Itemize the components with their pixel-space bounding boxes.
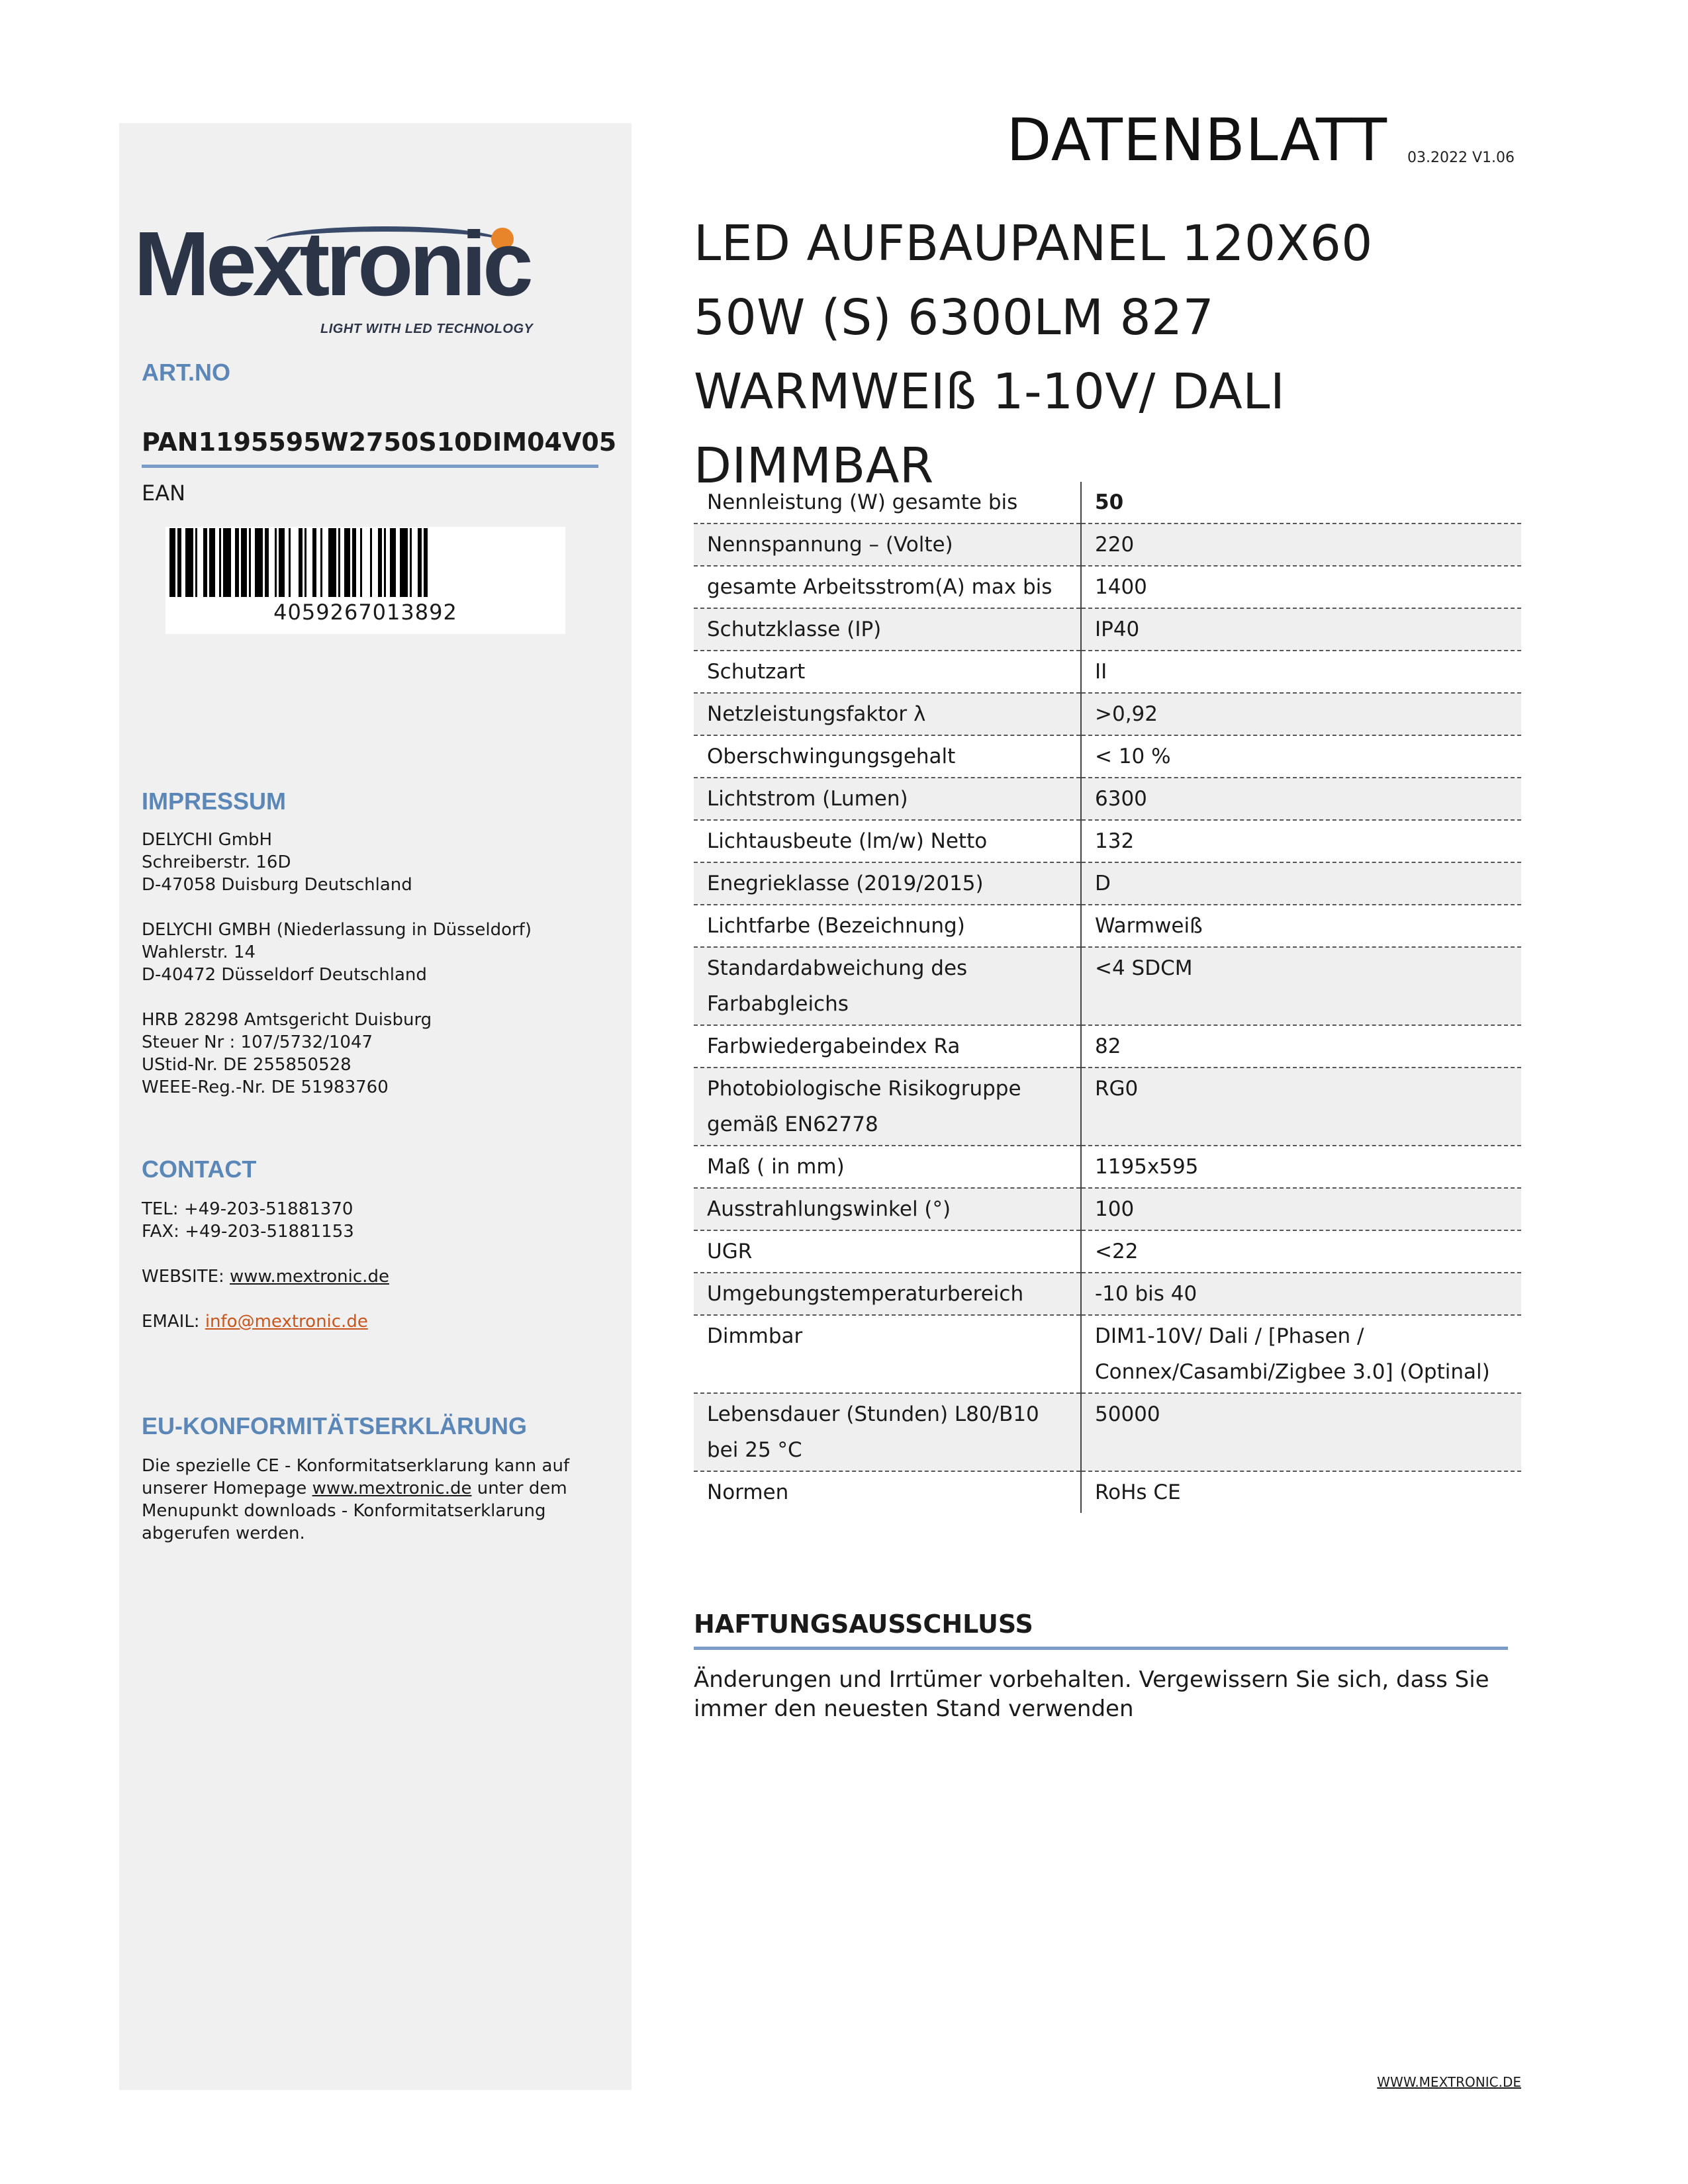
impressum-line: DELYCHI GMBH (Niederlassung in Düsseldorf) [142, 920, 532, 940]
barcode-bar [219, 528, 221, 597]
barcode-bar [223, 528, 231, 597]
logo-tagline: LIGHT WITH LED TECHNOLOGY [320, 322, 534, 336]
barcode-bar [299, 528, 303, 597]
barcode-bar [255, 528, 263, 597]
impressum-line: Steuer Nr : 107/5732/1047 [142, 1032, 373, 1052]
spec-row [694, 735, 1521, 778]
disclaimer-heading: HAFTUNGSAUSSCHLUSS [694, 1610, 1508, 1650]
spec-row [694, 820, 1521, 862]
spec-value: 100 [1081, 1188, 1521, 1230]
impressum-line: UStid-Nr. DE 255850528 [142, 1055, 352, 1075]
eu-text-before: Die spezielle CE - Konformitatserklarung kann auf unserer Homepage [142, 1456, 570, 1498]
spec-table [694, 482, 1521, 1513]
spec-label: Oberschwingungsgehalt [694, 735, 1081, 778]
page-title: DATENBLATT [1006, 106, 1387, 174]
eu-conformity-heading: EU-KONFORMITÄTSERKLÄRUNG [142, 1412, 527, 1439]
barcode-bar [177, 528, 181, 597]
spec-value: <22 [1081, 1230, 1521, 1273]
spec-value: II [1081, 651, 1521, 693]
impressum-line: DELYCHI GmbH [142, 830, 273, 850]
barcode-bar [305, 528, 306, 597]
barcode-bar [203, 528, 207, 597]
spec-row [694, 862, 1521, 905]
barcode-bar [209, 528, 215, 597]
barcode-bar [418, 528, 422, 597]
contact-text [142, 1198, 605, 1333]
sidebar [119, 123, 632, 2090]
spec-value: < 10 % [1081, 735, 1521, 778]
barcode-bar [400, 528, 408, 597]
spec-label: Lichtfarbe (Bezeichnung) [694, 905, 1081, 947]
contact-email [142, 1310, 605, 1333]
art-no-heading: ART.NO [142, 359, 230, 386]
spec-value: 50000 [1081, 1393, 1521, 1471]
spec-row [694, 651, 1521, 693]
spec-row [694, 482, 1521, 523]
contact-website [142, 1265, 605, 1288]
spec-label: Farbwiedergabeindex Ra [694, 1025, 1081, 1068]
spec-row [694, 947, 1521, 1025]
barcode-bar [424, 528, 428, 597]
eu-conformity-text [142, 1455, 592, 1545]
barcode-icon [165, 527, 565, 598]
spec-value: 132 [1081, 820, 1521, 862]
barcode-bar [390, 528, 396, 597]
impressum-line: D-40472 Düsseldorf Deutschland [142, 965, 427, 985]
website-label: WEBSITE: [142, 1267, 230, 1287]
barcode-bar [241, 528, 247, 597]
spec-row [694, 1188, 1521, 1230]
ean-barcode [165, 527, 565, 634]
barcode-bar [378, 528, 382, 597]
spec-value: DIM1-10V/ Dali / [Phasen / Connex/Casambi/Zigbee 3.0] (Optinal) [1081, 1315, 1521, 1393]
spec-row [694, 608, 1521, 651]
spec-label: Schutzart [694, 651, 1081, 693]
barcode-bar [344, 528, 350, 597]
barcode-bar [312, 528, 316, 597]
spec-label: Standardabweichung des Farbabgleichs [694, 947, 1081, 1025]
spec-label: Normen [694, 1471, 1081, 1513]
spec-row [694, 566, 1521, 608]
spec-label: Lichtstrom (Lumen) [694, 778, 1081, 820]
barcode-bar [352, 528, 356, 597]
spec-label: Enegrieklasse (2019/2015) [694, 862, 1081, 905]
spec-label: Ausstrahlungswinkel (°) [694, 1188, 1081, 1230]
spec-value: 220 [1081, 523, 1521, 566]
spec-label: Netzleistungsfaktor λ [694, 693, 1081, 735]
barcode-bar [410, 528, 412, 597]
barcode-bar [275, 528, 277, 597]
spec-label: Nennleistung (W) gesamte bis [694, 482, 1081, 523]
spec-value: 1195x595 [1081, 1146, 1521, 1188]
article-number: PAN1195595W2750S10DIM04V05 [142, 428, 598, 468]
spec-value: >0,92 [1081, 693, 1521, 735]
logo-wordmark: Mextronic [134, 213, 530, 315]
spec-value: 82 [1081, 1025, 1521, 1068]
impressum-line: WEEE-Reg.-Nr. DE 51983760 [142, 1077, 389, 1097]
spec-row [694, 1393, 1521, 1471]
spec-label: Dimmbar [694, 1315, 1081, 1393]
impressum-line: Schreiberstr. 16D [142, 852, 291, 872]
spec-value: 6300 [1081, 778, 1521, 820]
barcode-bar [185, 528, 193, 597]
contact-tel: TEL: +49-203-51881370 [142, 1199, 353, 1219]
spec-value: Warmweiß [1081, 905, 1521, 947]
barcode-bar [328, 528, 336, 597]
spec-label: Lebensdauer (Stunden) L80/B10 bei 25 °C [694, 1393, 1081, 1471]
ean-label: EAN [142, 480, 186, 506]
impressum-line: D-47058 Duisburg Deutschland [142, 875, 412, 895]
disclaimer-text: Änderungen und Irrtümer vorbehalten. Vergewissern Sie sich, dass Sie immer den neuesten Stand verwenden [694, 1666, 1489, 1722]
spec-row [694, 1273, 1521, 1315]
spec-value: 1400 [1081, 566, 1521, 608]
spec-label: Maß ( in mm) [694, 1146, 1081, 1188]
impressum-line: Wahlerstr. 14 [142, 942, 256, 962]
impressum-line: HRB 28298 Amtsgericht Duisburg [142, 1010, 432, 1030]
spec-row [694, 1315, 1521, 1393]
spec-label: Photobiologische Risikogruppe gemäß EN62778 [694, 1068, 1081, 1146]
barcode-bar [360, 528, 362, 597]
email-label: EMAIL: [142, 1312, 205, 1332]
spec-value: <4 SDCM [1081, 947, 1521, 1025]
barcode-bar [289, 528, 291, 597]
barcode-bar [265, 528, 269, 597]
spec-label: Lichtausbeute (lm/w) Netto [694, 820, 1081, 862]
website-link[interactable]: www.mextronic.de [230, 1267, 389, 1287]
spec-row [694, 1230, 1521, 1273]
eu-text-after: unter dem Menupunkt downloads - Konformitatserklarung abgerufen werden. [142, 1479, 567, 1543]
spec-row [694, 523, 1521, 566]
impressum-text [142, 829, 605, 1099]
spec-label: Umgebungstemperaturbereich [694, 1273, 1081, 1315]
barcode-bar [249, 528, 251, 597]
document-version: 03.2022 V1.06 [1407, 150, 1515, 166]
footer-url[interactable]: WWW.MEXTRONIC.DE [1377, 2074, 1521, 2090]
spec-label: gesamte Arbeitsstrom(A) max bis [694, 566, 1081, 608]
barcode-bar [370, 528, 372, 597]
barcode-bar [235, 528, 239, 597]
spec-row [694, 1068, 1521, 1146]
spec-row [694, 1471, 1521, 1513]
spec-row [694, 1146, 1521, 1188]
spec-label: UGR [694, 1230, 1081, 1273]
spec-value: 50 [1081, 482, 1521, 523]
contact-fax: FAX: +49-203-51881153 [142, 1222, 354, 1242]
spec-value: IP40 [1081, 608, 1521, 651]
impressum-heading: IMPRESSUM [142, 788, 287, 815]
barcode-bar [169, 528, 175, 597]
mextronic-logo [134, 213, 557, 336]
email-link[interactable]: info@mextronic.de [205, 1312, 368, 1332]
contact-heading: CONTACT [142, 1156, 257, 1183]
spec-row [694, 905, 1521, 947]
spec-value: -10 bis 40 [1081, 1273, 1521, 1315]
barcode-bar [384, 528, 386, 597]
spec-value: RG0 [1081, 1068, 1521, 1146]
spec-row [694, 778, 1521, 820]
barcode-bar [320, 528, 322, 597]
spec-label: Nennspannung – (Volte) [694, 523, 1081, 566]
eu-website-link[interactable]: www.mextronic.de [312, 1479, 472, 1498]
product-title: LED AUFBAUPANEL 120X60 50W (S) 6300LM 827 WARMWEIß 1-10V/ DALI DIMMBAR [694, 215, 1373, 494]
spec-row [694, 693, 1521, 735]
spec-row [694, 1025, 1521, 1068]
barcode-bar [195, 528, 197, 597]
spec-value: RoHs CE [1095, 1480, 1181, 1504]
barcode-bar [338, 528, 340, 597]
ean-number: 4059267013892 [273, 600, 457, 625]
spec-value: D [1081, 862, 1521, 905]
barcode-bar [279, 528, 285, 597]
spec-label: Schutzklasse (IP) [694, 608, 1081, 651]
